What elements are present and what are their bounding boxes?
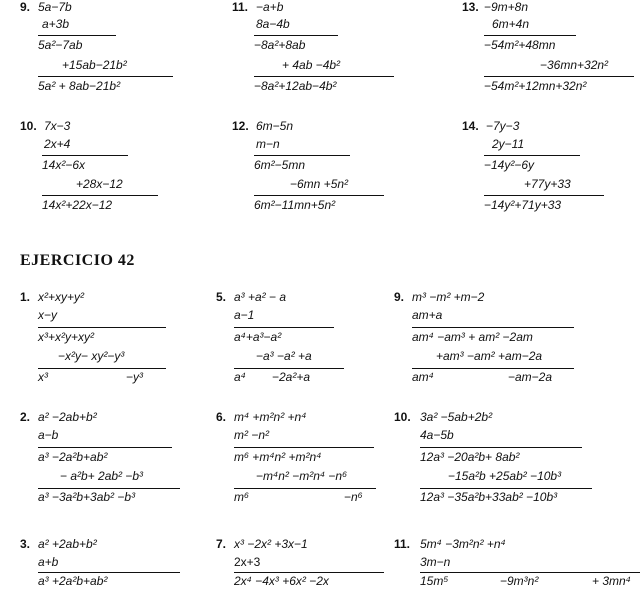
factor-2: m−n: [256, 137, 280, 151]
partial-term-2: −9m³n²: [500, 574, 539, 588]
product: 6m²−11mn+5n²: [254, 198, 336, 212]
product: −54m²+12mn+32n²: [484, 79, 587, 93]
factor-2: a−1: [234, 308, 255, 322]
partial-1: a³ −2a²b+ab²: [38, 450, 108, 464]
factor-2: 2x+4: [44, 137, 71, 151]
partial-1: 6m²−5mn: [254, 158, 306, 172]
problem-3: [20, 537, 180, 589]
product: a³ −3a²b+3ab² −b³: [38, 490, 136, 504]
partial-2: +15ab−21b²: [62, 58, 127, 72]
partial-2: −x²y− xy²−y³: [58, 349, 125, 363]
rule: [484, 155, 580, 156]
factor-1: 5a−7b: [38, 0, 72, 14]
rule: [234, 488, 376, 489]
problem-number: 5.: [216, 290, 227, 304]
product-term-2: −y³: [126, 370, 144, 384]
factor-2: 6m+4n: [492, 17, 530, 31]
problem-5: [216, 290, 366, 385]
rule: [38, 488, 180, 489]
rule: [38, 76, 173, 77]
rule: [254, 155, 350, 156]
factor-1: −7y−3: [486, 119, 520, 133]
product: 12a³ −35a²b+33ab² −10b³: [420, 490, 558, 504]
problem-10-top: [20, 119, 180, 214]
problem-number: 14.: [462, 119, 479, 133]
partial-2: − a²b+ 2ab² −b³: [60, 469, 144, 483]
rule: [420, 572, 640, 573]
partial-1: am⁴ −am³ + am² −2am: [412, 330, 533, 344]
partial-1: −8a²+8ab: [254, 38, 306, 52]
factor-2: 2y−11: [492, 137, 525, 151]
partial-2: −a³ −a² +a: [256, 349, 312, 363]
rule: [420, 447, 582, 448]
partial-2: +77y+33: [524, 177, 571, 191]
product-term-2: −2a²+a: [272, 370, 311, 384]
partial-2: +28x−12: [76, 177, 123, 191]
factor-1: a² −2ab+b²: [38, 410, 97, 424]
problem-13-top: [462, 0, 637, 95]
rule: [234, 327, 334, 328]
problem-6: [216, 410, 386, 505]
product-term-1: am⁴: [412, 370, 434, 384]
factor-1: 5m⁴ −3m²n² +n⁴: [420, 537, 506, 551]
product-term-1: x³: [38, 370, 48, 384]
rule: [234, 368, 344, 369]
factor-1: x³ −2x² +3x−1: [234, 537, 308, 551]
partial-1: 5a²−7ab: [38, 38, 83, 52]
factor-1: a² +2ab+b²: [38, 537, 97, 551]
factor-2: 2x+3: [234, 555, 261, 569]
rule: [234, 447, 374, 448]
factor-1: 6m−5n: [256, 119, 294, 133]
rule: [38, 35, 116, 36]
problem-number: 9.: [20, 0, 31, 14]
problem-number: 9.: [394, 290, 405, 304]
rule: [254, 35, 338, 36]
problem-7: [216, 537, 386, 589]
factor-2: a+3b: [42, 17, 70, 31]
rule: [420, 488, 592, 489]
product: −14y²+71y+33: [484, 198, 562, 212]
rule: [38, 327, 166, 328]
partial-term-1: 15m⁵: [420, 574, 449, 588]
rule: [484, 35, 576, 36]
factor-2: a−b: [38, 428, 59, 442]
partial-term-3: + 3mn⁴: [592, 574, 631, 588]
product: −8a²+12ab−4b²: [254, 79, 337, 93]
partial-1: −14y²−6y: [484, 158, 535, 172]
partial-1: x³+x²y+xy²: [38, 330, 95, 344]
problem-number: 13.: [462, 0, 479, 14]
partial-2: + 4ab −4b²: [282, 58, 341, 72]
factor-2: am+a: [412, 308, 443, 322]
partial-2: −m⁴n² −m²n⁴ −n⁶: [256, 469, 348, 483]
problem-9-bottom: [394, 290, 594, 385]
partial-1: 12a³ −20a²b+ 8ab²: [420, 450, 520, 464]
factor-1: −9m+8n: [484, 0, 529, 14]
product: 14x²+22x−12: [42, 198, 113, 212]
rule: [254, 76, 394, 77]
partial-2: −6mn +5n²: [290, 177, 349, 191]
problem-9-top: [20, 0, 180, 95]
factor-1: a³ +a² − a: [234, 290, 287, 304]
partial-2: +am³ −am² +am−2a: [436, 349, 543, 363]
partial-1: −54m²+48mn: [484, 38, 556, 52]
factor-1: m⁴ +m²n² +n⁴: [234, 410, 307, 424]
factor-2: m² −n²: [234, 428, 270, 442]
rule: [42, 155, 128, 156]
product: 5a² + 8ab−21b²: [38, 79, 121, 93]
factor-2: 4a−5b: [420, 428, 454, 442]
problem-number: 11.: [232, 0, 249, 14]
factor-1: −a+b: [256, 0, 284, 14]
partial-1: a⁴+a³−a²: [234, 330, 282, 344]
rule: [254, 195, 384, 196]
problem-2: [20, 410, 180, 505]
rule: [484, 76, 634, 77]
problem-number: 6.: [216, 410, 227, 424]
partial-1: 2x⁴ −4x³ +6x² −2x: [234, 574, 329, 588]
rule: [484, 195, 604, 196]
product-term-2: −am−2a: [508, 370, 553, 384]
factor-2: 3m−n: [420, 555, 451, 569]
factor-1: m³ −m² +m−2: [412, 290, 485, 304]
problem-number: 7.: [216, 537, 227, 551]
partial-2: −36mn+32n²: [540, 58, 609, 72]
problem-11-top: [232, 0, 402, 95]
problem-11-bottom: [394, 537, 640, 589]
rule: [412, 327, 574, 328]
rule: [412, 368, 574, 369]
partial-1: 14x²−6x: [42, 158, 86, 172]
factor-2: a+b: [38, 555, 59, 569]
problem-12-top: [232, 119, 402, 214]
problem-number: 11.: [394, 537, 411, 551]
factor-2: x−y: [38, 308, 58, 322]
exercise-heading: EJERCICIO 42: [20, 252, 135, 269]
rule: [38, 368, 166, 369]
problem-number: 10.: [394, 410, 411, 424]
problem-1: [20, 290, 170, 385]
partial-2: −15a²b +25ab² −10b³: [448, 469, 562, 483]
product-term-1: m⁶: [234, 490, 249, 504]
rule: [234, 572, 384, 573]
problem-number: 12.: [232, 119, 249, 133]
problem-14-top: [462, 119, 637, 214]
problem-number: 1.: [20, 290, 31, 304]
product-term-1: a⁴: [234, 370, 246, 384]
factor-1: x²+xy+y²: [38, 290, 85, 304]
problem-10-bottom: [394, 410, 604, 505]
product-term-2: −n⁶: [344, 490, 363, 504]
partial-1: m⁶ +m⁴n² +m²n⁴: [234, 450, 322, 464]
problem-number: 2.: [20, 410, 31, 424]
rule: [38, 572, 180, 573]
factor-1: 7x−3: [44, 119, 71, 133]
problem-number: 10.: [20, 119, 37, 133]
partial-1: a³ +2a²b+ab²: [38, 574, 108, 588]
factor-2: 8a−4b: [256, 17, 290, 31]
rule: [42, 195, 158, 196]
rule: [38, 447, 172, 448]
problem-number: 3.: [20, 537, 31, 551]
factor-1: 3a² −5ab+2b²: [420, 410, 493, 424]
